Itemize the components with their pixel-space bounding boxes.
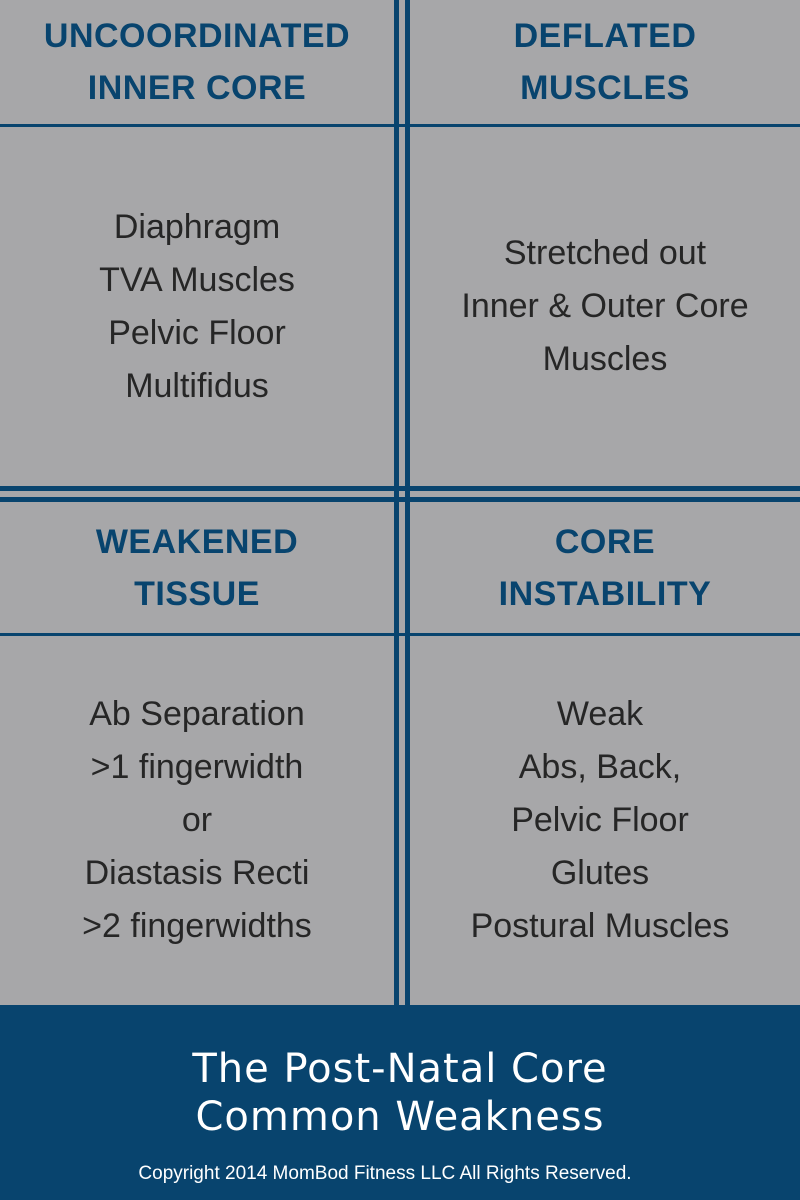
footer-title-line-2: Common Weakness [195, 1094, 605, 1140]
list-item: >1 fingerwidth [90, 748, 304, 786]
middle-divider-top [0, 486, 800, 491]
list-item: Pelvic Floor [108, 313, 286, 352]
quadrant-1-heading-line-2: INNER CORE [87, 69, 307, 107]
list-item: Glutes [550, 854, 650, 892]
quadrant-3-list [0, 636, 394, 1005]
list-item: Pelvic Floor [511, 801, 689, 839]
quadrant-4-heading-line-2: INSTABILITY [498, 574, 712, 613]
quadrant-4-heading-line-1: CORE [554, 522, 656, 561]
quadrant-3-heading-line-1: WEAKENED [95, 522, 299, 561]
quadrant-2-heading-line-1: DEFLATED [513, 17, 697, 55]
list-item: Stretched out [503, 234, 707, 272]
list-item: >2 fingerwidths [82, 907, 312, 945]
quadrant-2-heading [410, 0, 800, 124]
list-item: Weak [556, 695, 644, 733]
list-item: or [181, 801, 213, 839]
list-item: Inner & Outer Core [461, 287, 749, 325]
list-item: TVA Muscles [99, 260, 295, 299]
quadrant-2-heading-line-2: MUSCLES [520, 69, 690, 107]
footer-banner [0, 1005, 800, 1200]
quadrant-3-heading-line-2: TISSUE [134, 574, 260, 613]
quadrant-2-list [410, 127, 800, 486]
footer-title-line-1: The Post-Natal Core [192, 1046, 608, 1092]
quadrant-1-list [0, 127, 394, 486]
list-item: Diaphragm [113, 207, 281, 246]
quadrant-1-heading [0, 0, 394, 124]
quadrant-4-list [400, 636, 800, 1005]
list-item: Multifidus [125, 366, 269, 405]
list-item: Muscles [542, 340, 668, 378]
list-item: Abs, Back, [518, 748, 682, 786]
list-item: Postural Muscles [470, 907, 730, 945]
quadrant-4-heading [410, 502, 800, 633]
copyright-notice: Copyright 2014 MomBod Fitness LLC All Rights Reserved. [138, 1163, 632, 1184]
list-item: Diastasis Recti [84, 854, 310, 892]
quadrant-3-heading [0, 502, 394, 633]
quadrant-1-heading-line-1: UNCOORDINATED [43, 17, 351, 55]
list-item: Ab Separation [89, 695, 305, 733]
vertical-divider-left [394, 0, 399, 1005]
